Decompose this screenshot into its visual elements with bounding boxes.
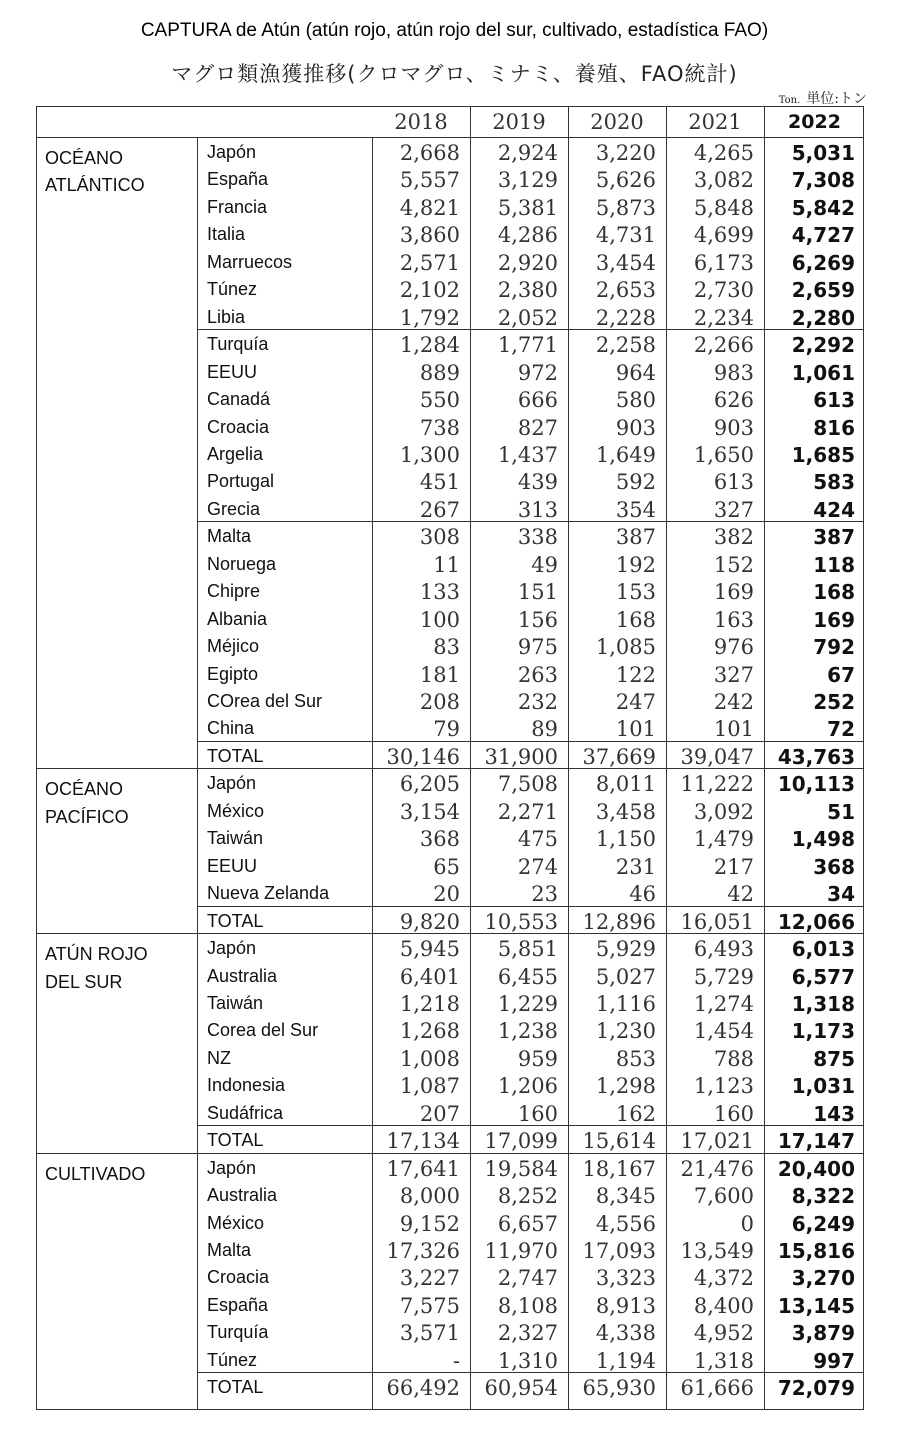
catch-value: 1,206 — [497, 1074, 558, 1099]
catch-value: 21,476 — [680, 1156, 754, 1181]
country-name: Taiwán — [207, 828, 264, 849]
catch-value: 1,649 — [595, 442, 656, 467]
catch-value: 626 — [713, 388, 754, 413]
catch-value: 2,234 — [693, 305, 754, 330]
catch-value: 5,945 — [399, 937, 460, 962]
total-value: 43,763 — [777, 744, 855, 769]
total-value: 39,047 — [680, 744, 754, 769]
column-divider — [197, 137, 198, 1409]
catch-value: 143 — [813, 1101, 855, 1126]
country-name: Sudáfrica — [207, 1102, 284, 1123]
catch-value: 9,152 — [399, 1211, 460, 1236]
catch-value: 34 — [827, 882, 855, 907]
catch-value: 5,729 — [693, 964, 754, 989]
country-name: Nueva Zelanda — [207, 883, 330, 904]
catch-value: 5,027 — [595, 964, 656, 989]
catch-value: 354 — [615, 497, 656, 522]
catch-value: 7,575 — [399, 1293, 460, 1318]
country-name: Túnez — [207, 1349, 258, 1370]
country-name: México — [207, 800, 265, 821]
catch-value: 1,229 — [497, 991, 558, 1016]
country-name: Taiwán — [207, 992, 264, 1013]
country-name: España — [207, 169, 269, 190]
catch-value: 1,771 — [497, 333, 558, 358]
catch-value: 151 — [517, 580, 558, 605]
catch-value: 4,699 — [693, 223, 754, 248]
catch-value: 3,129 — [497, 168, 558, 193]
total-value: 66,492 — [386, 1376, 460, 1401]
catch-value: 169 — [813, 607, 855, 632]
catch-value: 7,600 — [693, 1184, 754, 1209]
catch-value: 10,113 — [777, 772, 855, 797]
total-value: 17,147 — [777, 1129, 855, 1154]
catch-value: 1,230 — [595, 1019, 656, 1044]
catch-value: 368 — [813, 854, 855, 879]
catch-value: 168 — [615, 607, 656, 632]
catch-value: 2,924 — [497, 141, 558, 165]
catch-value: 583 — [813, 470, 855, 495]
catch-value: 827 — [517, 415, 558, 440]
catch-value: 49 — [531, 552, 558, 577]
catch-value: 2,747 — [497, 1266, 558, 1291]
total-value: 12,896 — [582, 909, 656, 934]
catch-value: 3,879 — [791, 1321, 855, 1346]
catch-value: 15,816 — [777, 1239, 855, 1263]
catch-value: 2,102 — [399, 278, 460, 303]
catch-value: 1,274 — [693, 991, 754, 1016]
total-value: 65,930 — [582, 1376, 656, 1401]
catch-value: - — [452, 1348, 460, 1373]
catch-value: 6,249 — [791, 1211, 855, 1236]
country-name: Egipto — [207, 663, 259, 684]
catch-value: 1,298 — [595, 1074, 656, 1099]
country-name: China — [207, 718, 255, 739]
region-label: OCÉANO — [45, 779, 124, 800]
country-name: Turquía — [207, 1322, 269, 1343]
country-name: Portugal — [207, 471, 275, 492]
total-value: 17,134 — [386, 1129, 460, 1154]
catch-value: 1,318 — [693, 1348, 754, 1373]
total-value: 10,553 — [484, 909, 558, 934]
catch-value: 903 — [615, 415, 656, 440]
catch-value: 338 — [517, 525, 558, 550]
catch-value: 18,167 — [582, 1156, 656, 1181]
catch-value: 83 — [433, 635, 460, 660]
country-name: Argelia — [207, 443, 264, 464]
country-name: Corea del Sur — [207, 1020, 319, 1041]
country-name: EEUU — [207, 361, 258, 382]
catch-value: 274 — [517, 854, 558, 879]
catch-value: 1,454 — [693, 1019, 754, 1044]
year-header-2022: 2022 — [788, 111, 841, 133]
catch-value: 451 — [419, 470, 460, 495]
catch-table — [36, 106, 864, 1410]
catch-value: 1,650 — [693, 442, 754, 467]
country-name: Chipre — [207, 581, 261, 602]
catch-value: 1,268 — [399, 1019, 460, 1044]
catch-value: 118 — [813, 552, 855, 577]
country-name: Japón — [207, 1157, 257, 1178]
catch-value: 11,970 — [484, 1239, 558, 1263]
catch-value: 4,338 — [595, 1321, 656, 1346]
total-value: 60,954 — [484, 1376, 558, 1401]
catch-value: 2,920 — [497, 250, 558, 275]
total-value: 15,614 — [582, 1129, 656, 1154]
catch-value: 439 — [517, 470, 558, 495]
catch-value: 17,093 — [582, 1239, 656, 1263]
catch-value: 3,270 — [791, 1266, 855, 1291]
unit-label — [779, 88, 867, 108]
catch-value: 160 — [517, 1101, 558, 1126]
catch-value: 7,308 — [791, 168, 855, 193]
region-label: OCÉANO — [45, 148, 124, 168]
total-value: 9,820 — [399, 909, 460, 934]
catch-value: 1,479 — [693, 827, 754, 852]
catch-value: 964 — [615, 360, 656, 385]
country-name: México — [207, 1212, 265, 1233]
catch-value: 0 — [740, 1211, 754, 1236]
catch-value: 4,556 — [595, 1211, 656, 1236]
total-value: 17,021 — [680, 1129, 754, 1154]
catch-value: 168 — [813, 580, 855, 605]
country-name: Japón — [207, 938, 257, 959]
country-name: Japón — [207, 773, 257, 794]
catch-value: 11,222 — [680, 772, 754, 797]
country-name: Malta — [207, 526, 252, 547]
region-label: ATLÁNTICO — [45, 175, 145, 196]
catch-value: 997 — [813, 1348, 855, 1373]
document-title: CAPTURA de Atún (atún rojo, atún rojo del sur, cultivado, estadística FAO) — [140, 20, 769, 41]
catch-value: 6,455 — [497, 964, 558, 989]
catch-value: 975 — [517, 635, 558, 660]
total-value: 16,051 — [680, 909, 754, 934]
total-value: 30,146 — [386, 744, 460, 769]
catch-value: 13,145 — [777, 1293, 855, 1318]
catch-value: 2,380 — [497, 278, 558, 303]
catch-value: 6,401 — [399, 964, 460, 989]
catch-value: 231 — [615, 854, 656, 879]
catch-value: 983 — [713, 360, 754, 385]
country-name: Francia — [207, 196, 268, 217]
country-name: Albania — [207, 608, 268, 629]
country-name: Malta — [207, 1240, 252, 1260]
catch-value: 592 — [615, 470, 656, 495]
catch-value: 160 — [713, 1101, 754, 1126]
catch-value: 5,557 — [399, 168, 460, 193]
catch-value: 5,031 — [791, 141, 855, 165]
catch-value: 1,437 — [497, 442, 558, 467]
country-name: España — [207, 1294, 269, 1315]
catch-value: 156 — [517, 607, 558, 632]
year-header-2019: 2019 — [492, 110, 546, 134]
catch-value: 8,252 — [497, 1184, 558, 1209]
catch-value: 1,116 — [595, 991, 656, 1016]
catch-value: 3,082 — [693, 168, 754, 193]
catch-value: 4,265 — [693, 141, 754, 165]
catch-value: 5,381 — [497, 195, 558, 220]
catch-value: 1,318 — [791, 991, 855, 1016]
country-name: Indonesia — [207, 1075, 286, 1096]
catch-value: 65 — [433, 854, 460, 879]
catch-value: 1,008 — [399, 1046, 460, 1071]
catch-value: 3,227 — [399, 1266, 460, 1291]
catch-value: 2,653 — [595, 278, 656, 303]
country-name: Croacia — [207, 416, 270, 437]
catch-value: 6,173 — [693, 250, 754, 275]
catch-value: 7,508 — [497, 772, 558, 797]
catch-value: 163 — [713, 607, 754, 632]
country-name: Turquía — [207, 334, 269, 355]
country-name: Grecia — [207, 498, 261, 519]
catch-value: 972 — [517, 360, 558, 385]
total-value: 37,669 — [582, 744, 656, 769]
catch-value: 3,571 — [399, 1321, 460, 1346]
catch-value: 192 — [615, 552, 656, 577]
catch-value: 1,310 — [497, 1348, 558, 1373]
catch-value: 1,300 — [399, 442, 460, 467]
country-name: Méjico — [207, 636, 260, 657]
total-label: TOTAL — [207, 1377, 264, 1398]
catch-value: 100 — [419, 607, 460, 632]
catch-value: 153 — [615, 580, 656, 605]
catch-value: 903 — [713, 415, 754, 440]
catch-value: 1,123 — [693, 1074, 754, 1099]
catch-value: 101 — [615, 717, 656, 742]
catch-value: 2,327 — [497, 1321, 558, 1346]
catch-value: 3,323 — [595, 1266, 656, 1291]
country-name: Túnez — [207, 279, 258, 300]
region-label: PACÍFICO — [45, 806, 129, 827]
catch-value: 1,218 — [399, 991, 460, 1016]
catch-value: 20 — [433, 882, 460, 907]
country-name: NZ — [207, 1047, 231, 1068]
catch-value: 17,326 — [386, 1239, 460, 1263]
catch-value: 6,013 — [791, 937, 855, 962]
catch-value: 42 — [727, 882, 754, 907]
catch-value: 5,848 — [693, 195, 754, 220]
catch-value: 788 — [713, 1046, 754, 1071]
catch-value: 2,052 — [497, 305, 558, 330]
catch-value: 208 — [419, 690, 460, 714]
catch-value: 1,150 — [595, 827, 656, 852]
total-label: TOTAL — [207, 745, 264, 766]
region-label: ATÚN ROJO — [45, 944, 148, 965]
total-value: 72,079 — [777, 1376, 855, 1401]
catch-value: 11 — [433, 552, 460, 577]
catch-value: 2,228 — [595, 305, 656, 330]
catch-value: 6,577 — [791, 964, 855, 989]
catch-value: 51 — [827, 799, 855, 824]
year-header-2020: 2020 — [590, 110, 644, 134]
catch-value: 613 — [713, 470, 754, 495]
catch-value: 4,821 — [399, 195, 460, 220]
catch-value: 3,220 — [595, 141, 656, 165]
year-header-2018: 2018 — [394, 110, 448, 134]
catch-value: 2,668 — [399, 141, 460, 165]
catch-value: 382 — [713, 525, 754, 550]
catch-value: 2,292 — [791, 333, 855, 358]
catch-value: 327 — [713, 497, 754, 522]
catch-value: 8,011 — [595, 772, 656, 797]
catch-value: 169 — [713, 580, 754, 605]
unit-japanese-label: 単位:トン — [806, 91, 867, 107]
catch-value: 424 — [813, 497, 855, 522]
catch-value: 89 — [531, 717, 558, 742]
country-name: Australia — [207, 965, 278, 986]
catch-value: 8,913 — [595, 1293, 656, 1318]
catch-value: 327 — [713, 662, 754, 687]
catch-value: 1,685 — [791, 442, 855, 467]
catch-value: 79 — [433, 717, 460, 742]
catch-value: 252 — [813, 690, 855, 714]
catch-value: 19,584 — [484, 1156, 558, 1181]
catch-value: 580 — [615, 388, 656, 413]
catch-value: 5,626 — [595, 168, 656, 193]
total-value: 31,900 — [484, 744, 558, 769]
catch-value: 101 — [713, 717, 754, 742]
catch-value: 3,092 — [693, 799, 754, 824]
country-name: Canadá — [207, 389, 271, 410]
catch-value: 6,493 — [693, 937, 754, 962]
catch-value: 8,400 — [693, 1293, 754, 1318]
catch-value: 46 — [629, 882, 656, 907]
catch-value: 3,454 — [595, 250, 656, 275]
unit-small-label: Ton. — [778, 95, 801, 106]
catch-value: 976 — [713, 635, 754, 660]
catch-value: 8,000 — [399, 1184, 460, 1209]
catch-value: 4,731 — [595, 223, 656, 248]
catch-value: 181 — [419, 662, 460, 687]
total-value: 61,666 — [680, 1376, 754, 1401]
country-name: Noruega — [207, 553, 277, 574]
catch-value: 8,322 — [791, 1184, 855, 1209]
catch-value: 263 — [517, 662, 558, 687]
catch-value: 2,730 — [693, 278, 754, 303]
catch-value: 2,280 — [791, 305, 855, 330]
catch-value: 1,284 — [399, 333, 460, 358]
catch-value: 613 — [813, 388, 855, 413]
catch-value: 72 — [827, 717, 855, 742]
catch-value: 217 — [713, 854, 754, 879]
catch-value: 1,498 — [791, 827, 855, 852]
catch-value: 133 — [419, 580, 460, 605]
catch-value: 475 — [517, 827, 558, 852]
total-value: 17,099 — [484, 1129, 558, 1154]
catch-value: 4,952 — [693, 1321, 754, 1346]
catch-value: 666 — [517, 388, 558, 413]
catch-value: 4,286 — [497, 223, 558, 248]
catch-value: 1,173 — [791, 1019, 855, 1044]
catch-value: 1,061 — [791, 360, 855, 385]
catch-value: 1,031 — [791, 1074, 855, 1099]
country-name: EEUU — [207, 855, 258, 876]
catch-value: 122 — [615, 662, 656, 687]
catch-value: 1,238 — [497, 1019, 558, 1044]
catch-value: 20,400 — [777, 1156, 855, 1181]
catch-value: 308 — [419, 525, 460, 550]
country-name: Japón — [207, 142, 257, 162]
country-name: COrea del Sur — [207, 691, 323, 711]
catch-value: 6,205 — [399, 772, 460, 797]
country-name: Libia — [207, 306, 246, 327]
catch-value: 23 — [531, 882, 558, 907]
total-label: TOTAL — [207, 910, 264, 931]
catch-value: 387 — [615, 525, 656, 550]
catch-value: 853 — [615, 1046, 656, 1071]
year-header-2021: 2021 — [688, 110, 742, 134]
country-name: Australia — [207, 1185, 278, 1206]
catch-value: 1,194 — [595, 1348, 656, 1373]
catch-value: 5,929 — [595, 937, 656, 962]
catch-value: 6,657 — [497, 1211, 558, 1236]
catch-value: 550 — [419, 388, 460, 413]
catch-value: 67 — [827, 662, 855, 687]
catch-value: 2,271 — [497, 799, 558, 824]
catch-value: 6,269 — [791, 250, 855, 275]
catch-value: 2,571 — [399, 250, 460, 275]
catch-value: 242 — [713, 690, 754, 714]
catch-value: 889 — [419, 360, 460, 385]
catch-value: 162 — [615, 1101, 656, 1126]
region-label: DEL SUR — [45, 971, 123, 992]
catch-value: 3,860 — [399, 223, 460, 248]
catch-value: 313 — [517, 497, 558, 522]
catch-value: 738 — [419, 415, 460, 440]
catch-value: 387 — [813, 525, 855, 550]
catch-value: 3,154 — [399, 799, 460, 824]
catch-value: 792 — [813, 635, 855, 660]
catch-value: 232 — [517, 690, 558, 714]
region-label: CULTIVADO — [45, 1163, 146, 1184]
catch-value: 8,345 — [595, 1184, 656, 1209]
catch-value: 267 — [419, 497, 460, 522]
catch-value: 3,458 — [595, 799, 656, 824]
catch-value: 8,108 — [497, 1293, 558, 1318]
catch-value: 207 — [419, 1101, 460, 1126]
catch-value: 875 — [813, 1046, 855, 1071]
total-label: TOTAL — [207, 1130, 264, 1151]
catch-value: 1,087 — [399, 1074, 460, 1099]
country-name: Italia — [207, 224, 246, 245]
total-value: 12,066 — [777, 909, 855, 934]
catch-value: 247 — [615, 690, 656, 714]
catch-value: 959 — [517, 1046, 558, 1071]
catch-value: 2,659 — [791, 278, 855, 303]
catch-value: 1,085 — [595, 635, 656, 660]
country-name: Marruecos — [207, 251, 293, 272]
catch-value: 5,851 — [497, 937, 558, 962]
catch-value: 2,266 — [693, 333, 754, 358]
catch-value: 4,372 — [693, 1266, 754, 1291]
catch-value: 5,842 — [791, 195, 855, 220]
catch-value: 4,727 — [791, 223, 855, 248]
catch-value: 13,549 — [680, 1239, 754, 1263]
catch-value: 2,258 — [595, 333, 656, 358]
catch-value: 152 — [713, 552, 754, 577]
catch-value: 17,641 — [386, 1156, 460, 1181]
catch-value: 816 — [813, 415, 855, 440]
catch-value: 1,792 — [399, 305, 460, 330]
catch-value: 5,873 — [595, 195, 656, 220]
country-name: Croacia — [207, 1267, 270, 1288]
catch-value: 368 — [419, 827, 460, 852]
document-title-japanese: マグロ類漁獲推移(クロマグロ、ミナミ、養殖、FAO統計) — [171, 62, 738, 86]
